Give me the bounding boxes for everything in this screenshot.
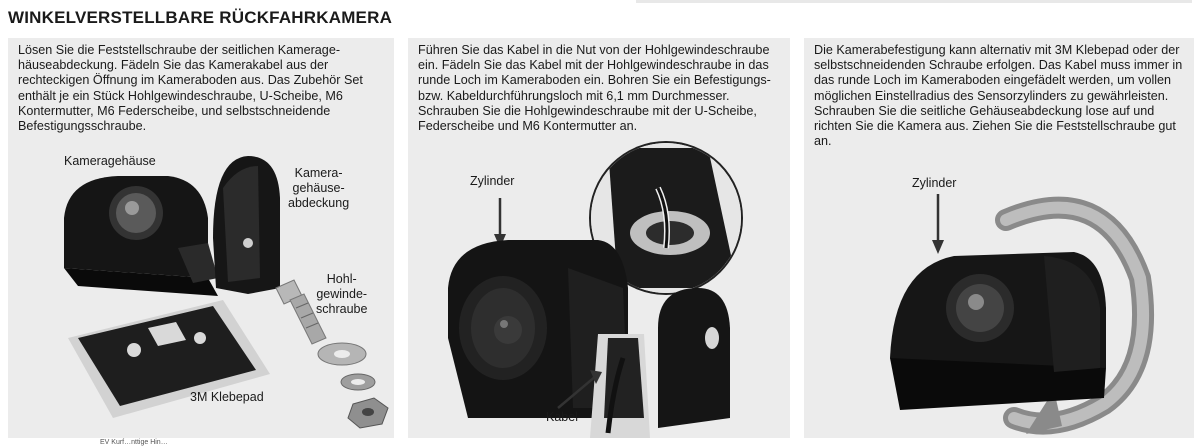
- page-title: WINKELVERSTELLBARE RÜCKFAHRKAMERA: [8, 8, 393, 27]
- camera-rotation-illustration: [804, 38, 1194, 438]
- label-line: schraube: [316, 302, 368, 316]
- camera-housing-image: [64, 176, 218, 296]
- step-1-text: Lösen Sie die Feststellschraube der seitlichen Kameragehäuseabdeckung. Fädeln Sie das Kamerakabel aus der rechteckigen Öffnung im Kameraboden aus. Das Zubehör Set enthält je ein Stück Hohlgewindeschraube, U-Scheibe, M6 Kontermutter, M6 Federscheibe, und selbstschneidende Befestigungsschraube.: [18, 43, 363, 134]
- label-klebepad: 3M Klebepad: [190, 390, 264, 404]
- camera-parts-illustration: [8, 38, 394, 438]
- housing-cover-image: [213, 156, 280, 294]
- washers-nut-image: [318, 343, 388, 428]
- label-line: Hohl-: [326, 272, 357, 286]
- label-kabel: Kabel: [546, 410, 578, 424]
- footnote: EV Kurf…nttige Hin…: [100, 439, 168, 446]
- step-panel-3: [804, 38, 1194, 438]
- label-kameragehaeuse: Kameragehäuse: [64, 154, 156, 168]
- label-line: Kamera-: [294, 166, 343, 180]
- cable-routing-illustration: [408, 38, 790, 438]
- step-2-text: Führen Sie das Kabel in die Nut von der Hohlgewindeschraube ein. Fädeln Sie das Kabel mit der Hohlgewindeschraube in das runde Loch im Kameraboden ein. Bohren Sie ein Befestigungs- bzw. Kabeldurchführungsloch mit 6,1 mm Durchmesser. Schrauben Sie die Hohlgewindeschraube mit der U-Scheibe, Federscheibe und M6 Kontermutter an.: [418, 43, 771, 134]
- label-line: gehäuse-: [292, 181, 345, 195]
- label-kameragehaeuse-abdeckung: [288, 166, 349, 211]
- label-zylinder: Zylinder: [470, 174, 515, 188]
- step-3-text: Die Kamerabefestigung kann alternativ mit 3M Klebepad oder der selbstschneidenden Schraube erfolgen. Das Kabel muss immer in das runde Loch im Kameraboden eingefädelt werden, um vollen möglichen Einstellradius des Sensorzylinders zu gewährleisten. Schrauben Sie die seitliche Gehäuseabdeckung lose auf und richten Sie die Kamera aus. Ziehen Sie die Feststellschraube gut an.: [814, 43, 1183, 149]
- step-panel-1: [8, 38, 394, 438]
- mounted-camera-image: [890, 252, 1106, 410]
- label-zylinder: Zylinder: [912, 176, 957, 190]
- label-line: gewinde-: [316, 287, 368, 301]
- top-rule: [636, 0, 1192, 3]
- label-line: abdeckung: [288, 196, 350, 210]
- label-hohlgewindeschraube: [316, 272, 367, 317]
- zylinder-arrowhead: [932, 240, 944, 254]
- step-panel-2: [408, 38, 790, 438]
